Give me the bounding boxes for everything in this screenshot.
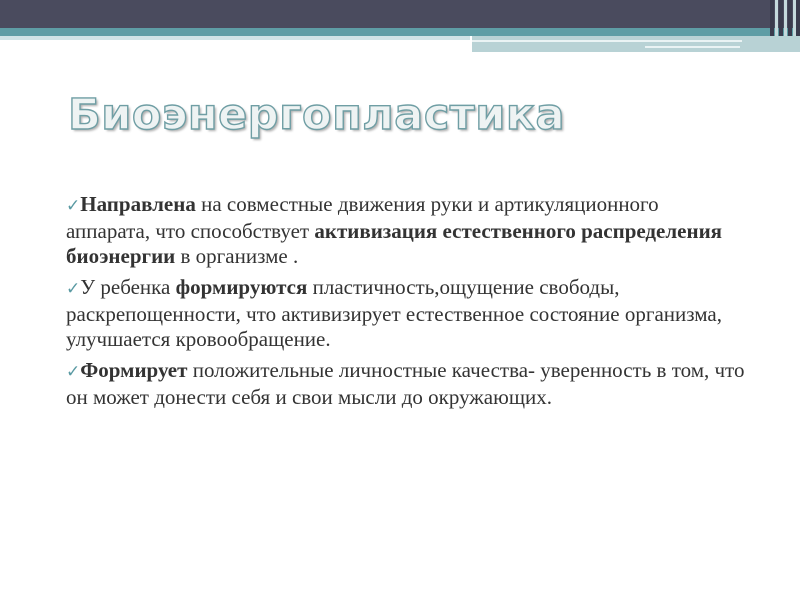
header-thin-line-2 [645,46,740,48]
bullet-text: на совместные движения руки и артикуляционного аппарата, что способствует [66,192,659,243]
bullet-item [66,358,746,410]
bullet-list [66,192,746,416]
header-stripe [796,0,800,36]
bullet-item [66,275,746,352]
header-band-block [472,36,800,52]
header-band-dark [0,0,800,28]
bullet-text: положительные личностные качества- уверенность в том, что он может донести себя и свои мысли до окружающих. [66,358,745,409]
header-stripe-light [784,0,787,36]
check-icon: ✓ [66,362,81,382]
bullet-bold-text: активизация естественного распределения биоэнергии [66,219,723,268]
bullet-bold-text: формируются [175,275,308,299]
bullet-item [66,192,746,269]
header-band-teal [0,28,800,36]
header-stripe-light [775,0,778,36]
header-thin-line [472,40,742,42]
bullet-text: в организме . [175,244,299,268]
check-icon: ✓ [66,279,81,299]
header-stripe [770,0,774,36]
header-stripe-light [793,0,796,36]
header-stripe [779,0,783,36]
bullet-bold-text: Формирует [80,358,188,382]
check-icon: ✓ [66,196,81,216]
bullet-bold-text: Направлена [80,192,196,216]
header-band-light [0,36,470,40]
slide-title: Биоэнергопластика [68,90,566,140]
header-stripe [788,0,792,36]
bullet-text: пластичность,ощущение свободы, раскрепощенности, что активизирует естественное состояние организма, улучшается кровообращение. [66,275,722,351]
bullet-text: У ребенка [80,275,176,299]
